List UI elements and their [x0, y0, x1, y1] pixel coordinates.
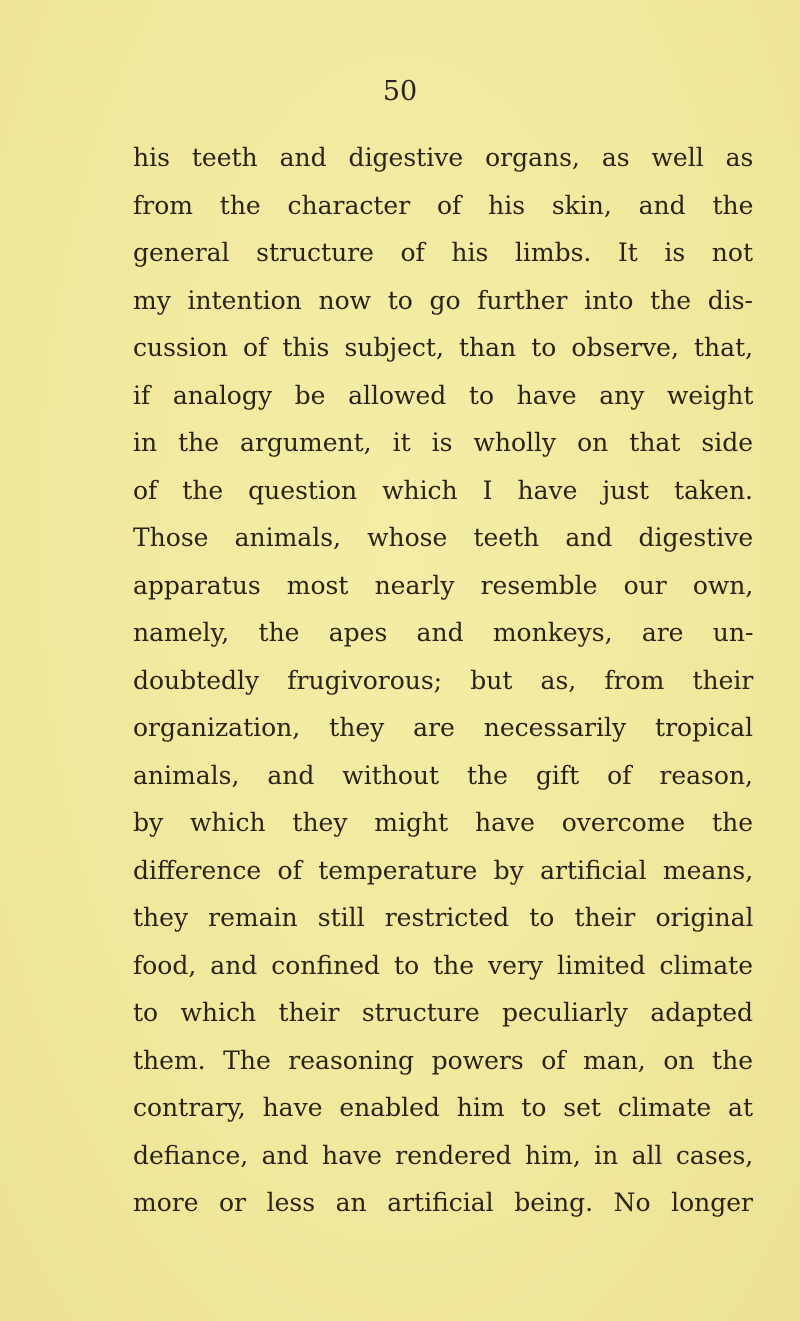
text-line: general structure of his limbs. It is not [133, 238, 753, 267]
text-line: them. The reasoning powers of man, on the [133, 1045, 753, 1075]
page-number: 50 [382, 76, 418, 107]
text-line: in the argument, it is wholly on that side [133, 428, 753, 457]
text-line: his teeth and digestive organs, as well as [133, 143, 754, 172]
text-line: apparatus most nearly resemble our own, [133, 570, 754, 600]
text-line: organization, they are necessarily tropical [133, 713, 753, 742]
text-line: they remain still restricted to their original [133, 903, 754, 932]
text-line: animals, and without the gift of reason, [133, 760, 753, 790]
text-line: by which they might have overcome the [133, 808, 753, 837]
text-line: namely, the apes and monkeys, are un- [133, 618, 754, 647]
body-text [133, 134, 753, 1227]
text-line: contrary, have enabled him to set climate at [133, 1093, 753, 1122]
text-line: defiance, and have rendered him, in all cases, [133, 1140, 754, 1170]
text-line: difference of temperature by artificial means, [133, 855, 754, 885]
text-line: doubtedly frugivorous; but as, from their [133, 665, 754, 695]
text-line: from the character of his skin, and the [133, 190, 754, 220]
text-line: Those animals, whose teeth and digestive [133, 523, 754, 552]
text-line: cussion of this subject, than to observe, that, [133, 333, 754, 362]
text-line: of the question which I have just taken. [133, 475, 753, 505]
text-line: to which their structure peculiarly adapted [133, 998, 753, 1027]
text-line: food, and confined to the very limited climate [133, 950, 753, 980]
text-line: if analogy be allowed to have any weight [133, 380, 754, 410]
text-line: my intention now to go further into the dis- [133, 285, 753, 315]
text-line: more or less an artificial being. No longer [133, 1188, 753, 1217]
